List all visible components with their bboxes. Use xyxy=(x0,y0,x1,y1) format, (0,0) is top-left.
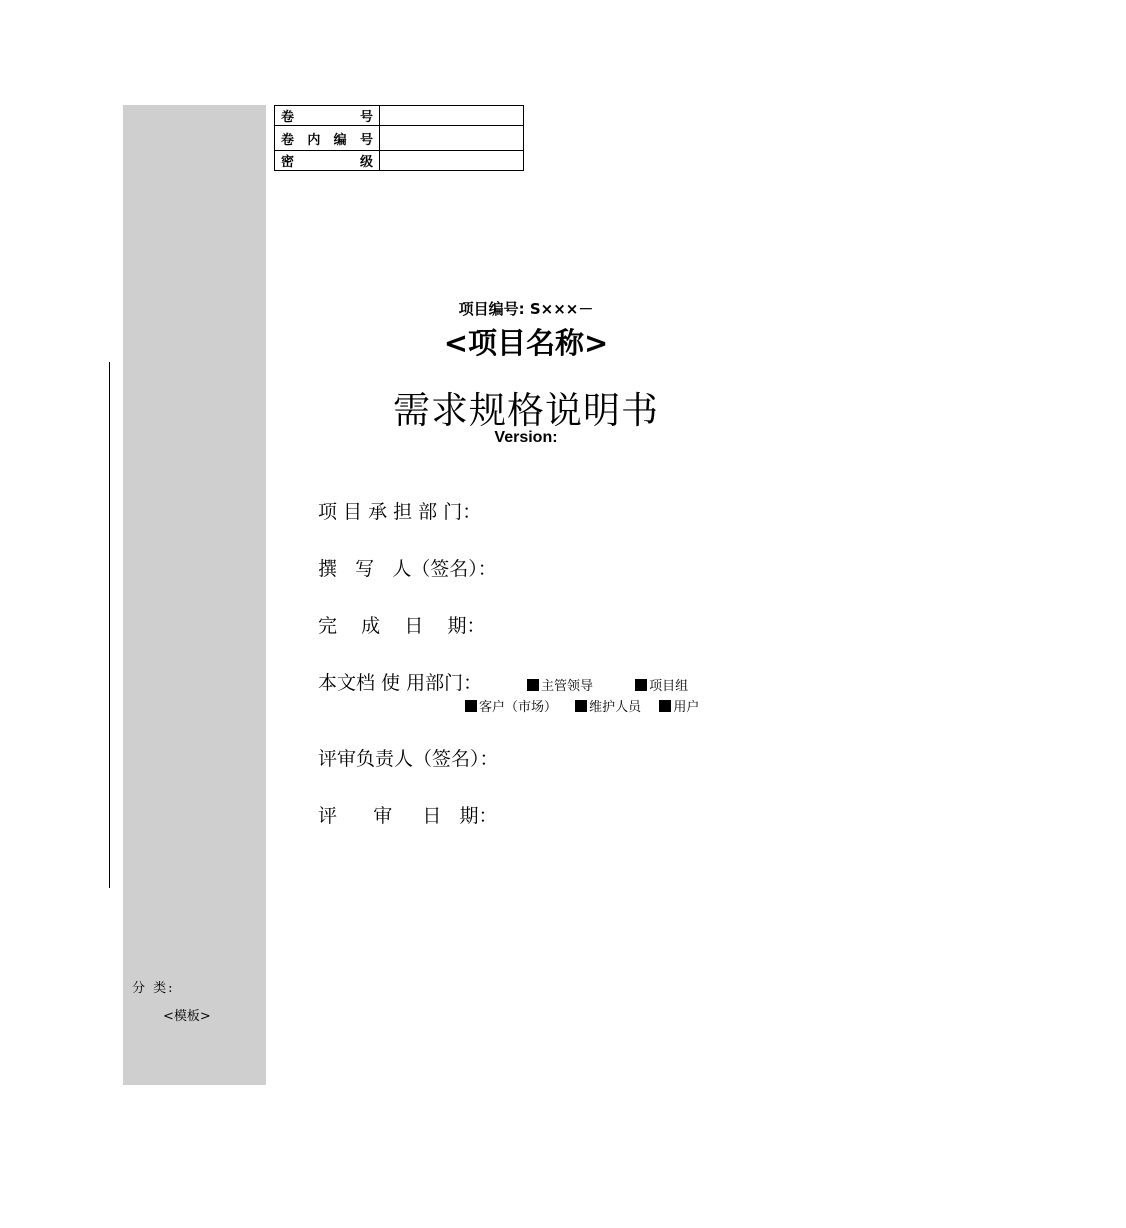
volume-internal-number-label: 卷 内 编 号 xyxy=(275,126,380,151)
security-level-value xyxy=(380,151,524,171)
filled-square-icon xyxy=(527,679,539,691)
version-label: Version: xyxy=(494,429,558,446)
category-label: 分 类: xyxy=(132,981,175,996)
volume-value xyxy=(380,106,524,126)
finish-date-field: 完 成 日 期： xyxy=(318,615,486,637)
option-maintenance: 维护人员 xyxy=(575,696,641,715)
reviewer-field: 评审负责人（签名）： xyxy=(318,748,499,770)
option-user: 用户 xyxy=(659,696,699,715)
left-sidebar xyxy=(123,105,266,1085)
filled-square-icon xyxy=(575,700,587,712)
option-leader: 主管领导 xyxy=(527,675,593,694)
option-customer: 客户（市场） xyxy=(465,696,557,715)
project-number: 项目编号: S×××－ xyxy=(458,300,594,318)
volume-internal-number-value xyxy=(380,126,524,151)
volume-label: 卷 号 xyxy=(275,106,380,126)
archive-info-table xyxy=(274,105,524,171)
security-level-label: 密 级 xyxy=(275,151,380,171)
author-field: 撰 写 人（签名）： xyxy=(318,558,497,580)
option-project-team: 项目组 xyxy=(635,675,688,694)
review-date-field: 评 审 日 期： xyxy=(318,805,498,827)
category-value: <模板> xyxy=(163,1009,211,1024)
document-title: 需求规格说明书 xyxy=(393,389,659,432)
filled-square-icon xyxy=(465,700,477,712)
usage-options-row2 xyxy=(465,696,713,716)
filled-square-icon xyxy=(659,700,671,712)
usage-options-row1 xyxy=(527,675,702,695)
dept-field: 项 目 承 担 部 门： xyxy=(318,501,482,523)
project-name: <项目名称> xyxy=(443,326,609,360)
usage-dept-field: 本文档 使 用部门： xyxy=(318,672,483,694)
filled-square-icon xyxy=(635,679,647,691)
